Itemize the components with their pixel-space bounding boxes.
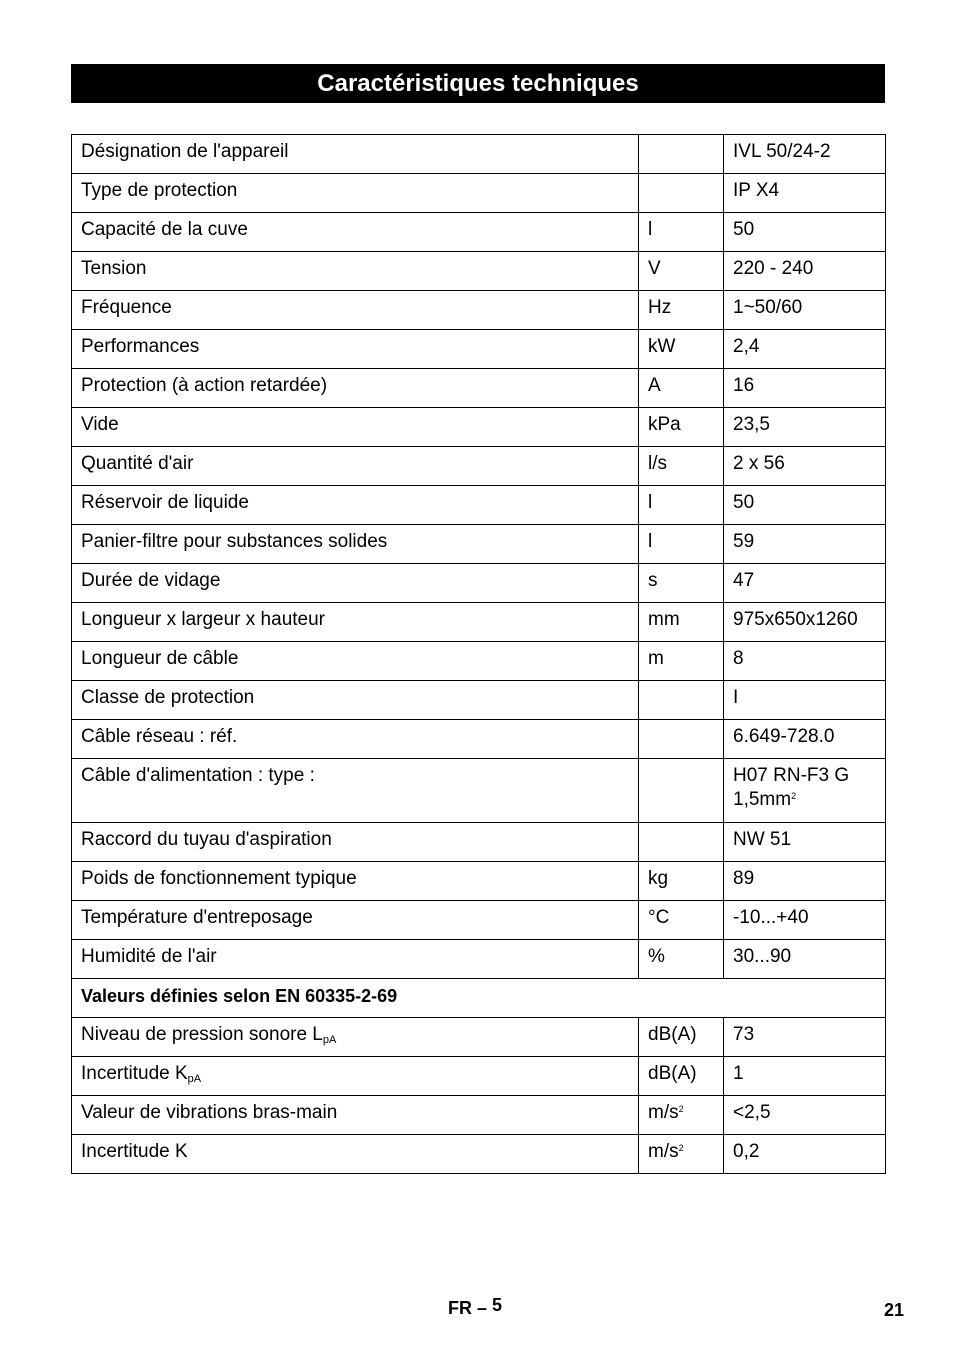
footer-dash: –	[477, 1298, 488, 1318]
spec-unit	[639, 681, 724, 720]
spec-unit: s	[639, 564, 724, 603]
spec-label: Câble d'alimentation : type :	[72, 759, 639, 823]
spec-value: 220 - 240	[724, 252, 886, 291]
spec-value: 8	[724, 642, 886, 681]
table-row	[72, 447, 886, 486]
superscript: 2	[791, 791, 797, 801]
table-row	[72, 252, 886, 291]
spec-label: Panier-filtre pour substances solides	[72, 525, 639, 564]
table-row	[72, 603, 886, 642]
spec-value: 1~50/60	[724, 291, 886, 330]
spec-unit-text: m/s	[648, 1102, 679, 1123]
spec-value: 16	[724, 369, 886, 408]
table-row	[72, 486, 886, 525]
spec-value: 47	[724, 564, 886, 603]
spec-unit: °C	[639, 901, 724, 940]
spec-value: I	[724, 681, 886, 720]
spec-unit	[639, 759, 724, 823]
spec-value: 2,4	[724, 330, 886, 369]
table-row	[72, 564, 886, 603]
table-row	[72, 291, 886, 330]
spec-value: -10...+40	[724, 901, 886, 940]
spec-unit	[639, 1096, 724, 1135]
table-row	[72, 940, 886, 979]
spec-value: NW 51	[724, 823, 886, 862]
spec-unit: %	[639, 940, 724, 979]
spec-label-text: Niveau de pression sonore L	[81, 1024, 323, 1045]
table-row	[72, 1057, 886, 1096]
spec-label: Raccord du tuyau d'aspiration	[72, 823, 639, 862]
table-row	[72, 1018, 886, 1057]
spec-label: Tension	[72, 252, 639, 291]
spec-value: 59	[724, 525, 886, 564]
spec-value: 50	[724, 486, 886, 525]
spec-label: Durée de vidage	[72, 564, 639, 603]
spec-label: Câble réseau : réf.	[72, 720, 639, 759]
spec-label-text: Incertitude K	[81, 1063, 188, 1084]
table-row	[72, 135, 886, 174]
spec-unit: m	[639, 642, 724, 681]
spec-unit: mm	[639, 603, 724, 642]
table-row	[72, 901, 886, 940]
spec-value: 89	[724, 862, 886, 901]
spec-value-line2: 1,5mm	[733, 789, 792, 810]
spec-value: 50	[724, 213, 886, 252]
spec-label	[72, 1057, 639, 1096]
spec-unit: Hz	[639, 291, 724, 330]
spec-value: IP X4	[724, 174, 886, 213]
spec-value: 0,2	[724, 1135, 886, 1174]
table-row	[72, 213, 886, 252]
spec-unit: l	[639, 486, 724, 525]
spec-unit: V	[639, 252, 724, 291]
spec-value: IVL 50/24-2	[724, 135, 886, 174]
table-row	[72, 681, 886, 720]
footer-lang: FR	[448, 1298, 472, 1318]
spec-label: Vide	[72, 408, 639, 447]
spec-unit	[639, 823, 724, 862]
spec-label	[72, 1018, 639, 1057]
table-row	[72, 525, 886, 564]
table-row	[72, 720, 886, 759]
spec-label: Température d'entreposage	[72, 901, 639, 940]
spec-label: Valeur de vibrations bras-main	[72, 1096, 639, 1135]
spec-label: Humidité de l'air	[72, 940, 639, 979]
superscript: 2	[678, 1143, 684, 1153]
spec-unit	[639, 174, 724, 213]
spec-label: Performances	[72, 330, 639, 369]
table-row	[72, 1096, 886, 1135]
table-row	[72, 369, 886, 408]
spec-label: Capacité de la cuve	[72, 213, 639, 252]
table-row	[72, 174, 886, 213]
spec-unit	[639, 135, 724, 174]
spec-value: 975x650x1260	[724, 603, 886, 642]
spec-label: Poids de fonctionnement typique	[72, 862, 639, 901]
spec-unit: kg	[639, 862, 724, 901]
section-heading: Valeurs définies selon EN 60335-2-69	[72, 979, 886, 1018]
spec-unit: l	[639, 213, 724, 252]
footer-section-page: 5	[492, 1295, 503, 1315]
spec-label: Type de protection	[72, 174, 639, 213]
spec-unit: dB(A)	[639, 1018, 724, 1057]
subscript: pA	[187, 1073, 202, 1085]
table-row	[72, 330, 886, 369]
table-row	[72, 408, 886, 447]
section-heading-row	[72, 979, 886, 1018]
superscript: 2	[678, 1104, 684, 1114]
spec-value	[724, 759, 886, 823]
spec-unit: l	[639, 525, 724, 564]
spec-label: Incertitude K	[72, 1135, 639, 1174]
spec-unit: A	[639, 369, 724, 408]
table-row	[72, 823, 886, 862]
spec-unit: kPa	[639, 408, 724, 447]
page-title: Caractéristiques techniques	[71, 64, 885, 103]
spec-value: 23,5	[724, 408, 886, 447]
table-row	[72, 862, 886, 901]
spec-value: 30...90	[724, 940, 886, 979]
spec-value: 1	[724, 1057, 886, 1096]
spec-value: <2,5	[724, 1096, 886, 1135]
spec-label: Longueur x largeur x hauteur	[72, 603, 639, 642]
spec-label: Réservoir de liquide	[72, 486, 639, 525]
table-row	[72, 1135, 886, 1174]
spec-value-line1: H07 RN-F3 G	[733, 765, 850, 786]
spec-label: Quantité d'air	[72, 447, 639, 486]
spec-value: 73	[724, 1018, 886, 1057]
spec-unit: l/s	[639, 447, 724, 486]
table-row	[72, 642, 886, 681]
spec-unit	[639, 720, 724, 759]
subscript: pA	[322, 1034, 337, 1046]
spec-label: Classe de protection	[72, 681, 639, 720]
spec-value: 2 x 56	[724, 447, 886, 486]
spec-unit: kW	[639, 330, 724, 369]
spec-label: Désignation de l'appareil	[72, 135, 639, 174]
page-number: 21	[884, 1300, 905, 1320]
spec-label: Fréquence	[72, 291, 639, 330]
technical-specs-table	[71, 134, 886, 1174]
spec-value: 6.649-728.0	[724, 720, 886, 759]
spec-unit-text: m/s	[648, 1141, 679, 1162]
spec-label: Protection (à action retardée)	[72, 369, 639, 408]
table-row	[72, 759, 886, 823]
spec-unit: dB(A)	[639, 1057, 724, 1096]
footer-section-label	[448, 1295, 503, 1319]
spec-label: Longueur de câble	[72, 642, 639, 681]
spec-unit	[639, 1135, 724, 1174]
